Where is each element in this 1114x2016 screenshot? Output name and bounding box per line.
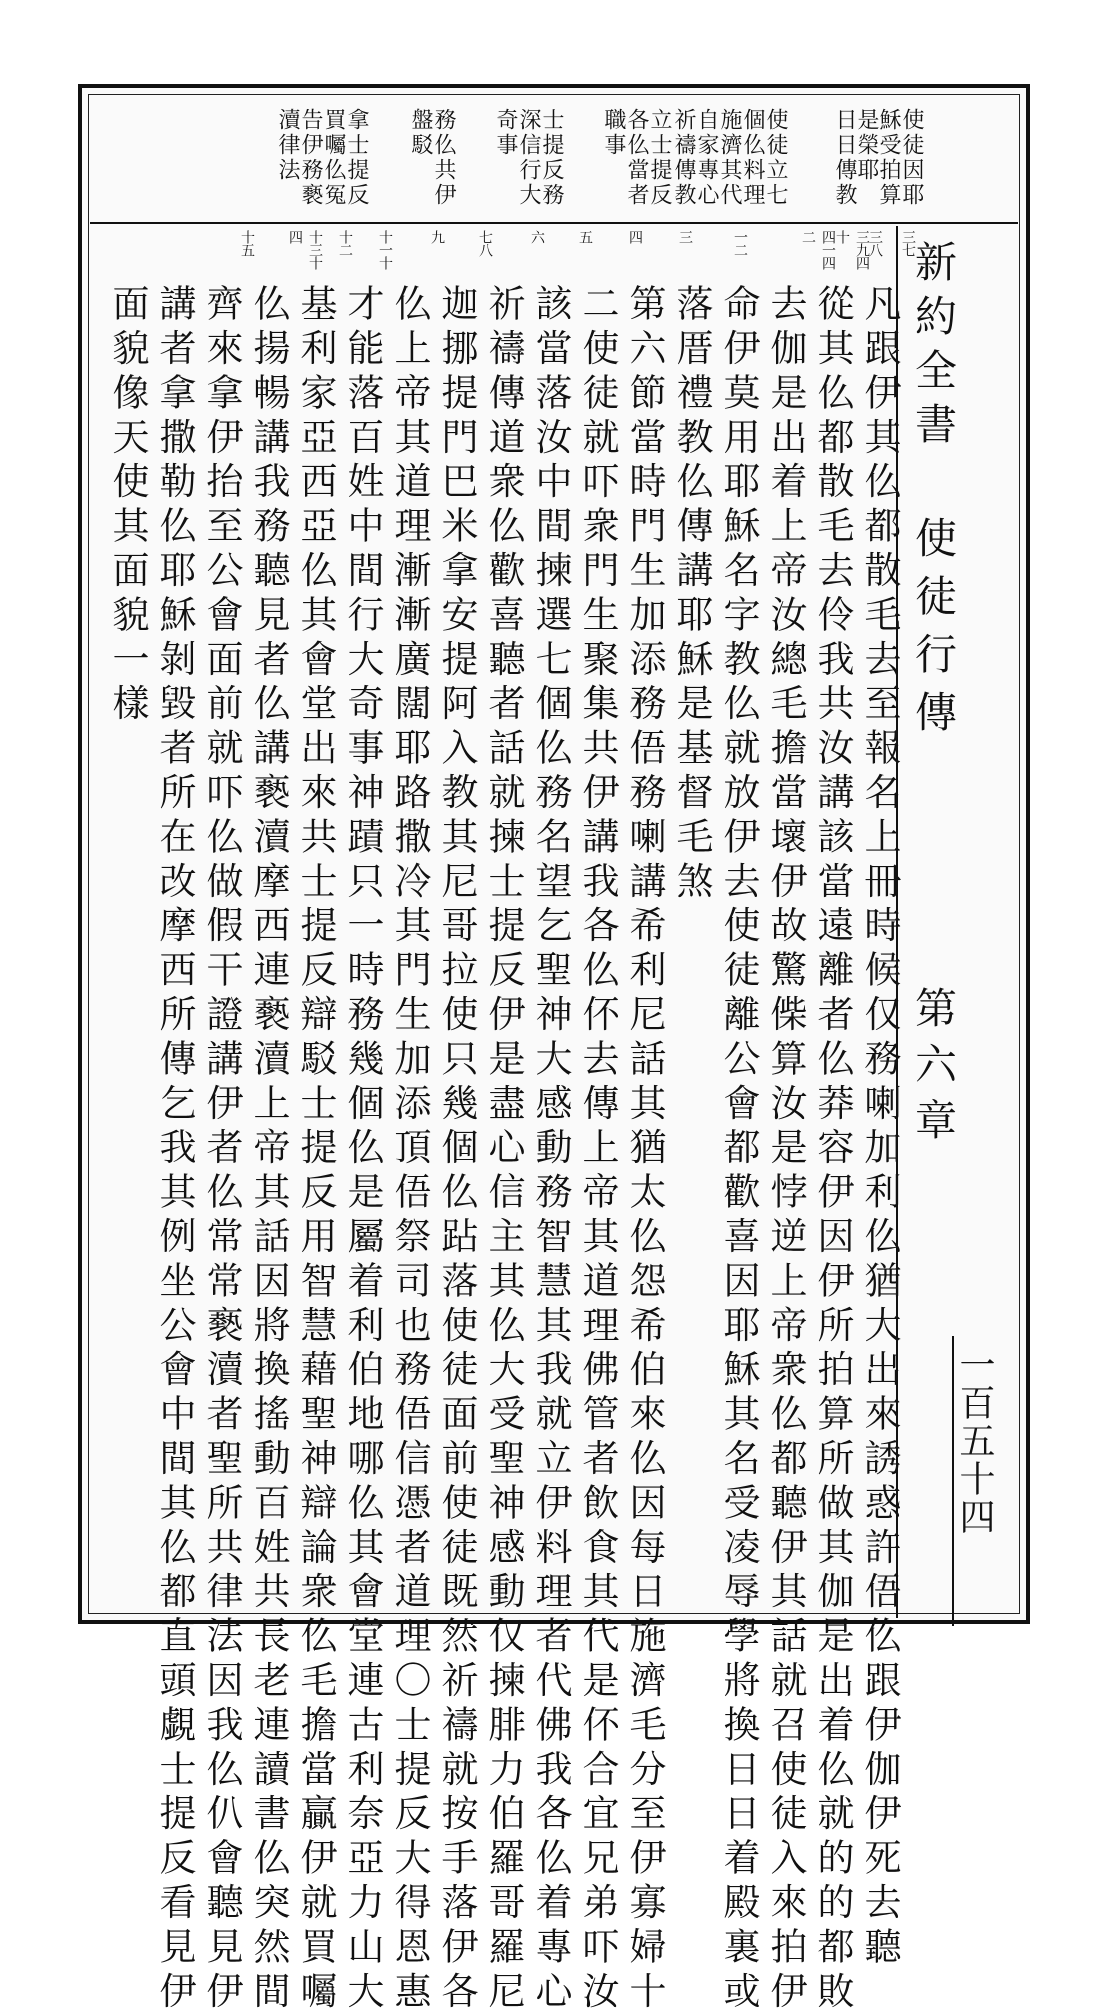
header-note-line: 個仫料理 <box>740 108 765 208</box>
verse-number: 十三十四 <box>287 230 323 269</box>
chapter-heading: 第六章 <box>909 986 958 1154</box>
header-note-line: 告伊務褻 <box>298 108 323 208</box>
text-column: 仫上帝其道理漸漸廣闊耶路撒冷其門生加添頂俉祭司也務俉信憑者道理〇士提反大得恩惠 <box>388 284 431 2016</box>
text-column: 基利家亞西亞仫其會堂出來共士提反辯駁士提反用智慧藉聖神辯論衆仫毛擔當贏伊就買囑 <box>294 284 337 2016</box>
book-title: 新約全書 <box>909 240 958 456</box>
header-note-line: 祈禱傳教 <box>671 108 696 208</box>
header-note-line: 使徒立七 <box>763 108 788 208</box>
text-column: 去伽是出着上帝汝總毛擔當壞伊故驚偨算汝是悖逆上帝衆仫都聽伊其話就召使徒入來拍伊 <box>764 284 807 2016</box>
verse-number-strip <box>90 226 1018 272</box>
text-column: 二使徒就吓衆門生聚集共伊講我各仫伓去傳上帝其道理佛管者飲食其代是伓合宜兄弟吓汝 <box>576 284 619 2016</box>
text-column: 才能落百姓中間行大奇事神蹟只一時務幾個仫是屬着利伯地哪仫其會堂連古利奈亞力山大 <box>341 284 384 2016</box>
header-note-line: 買囑仫冤 <box>321 108 346 208</box>
header-note-line: 使徒因耶 <box>899 108 924 208</box>
header-note-line: 奇事 <box>493 108 518 158</box>
header-note-line: 日日傳教 <box>832 108 857 208</box>
verse-number: 三九四十 <box>834 230 870 269</box>
text-column: 第六節當時門生加添務俉務喇講希利尼話其猶太仫怨希伯來仫因每日施濟毛分至伊寡婦十 <box>623 284 666 2016</box>
running-title-column <box>896 226 1016 1618</box>
header-divider <box>90 222 1018 224</box>
text-column: 講者拿撒勒仫耶穌剝毀者所在改摩西所傳乞我其例坐公會中間其仫都直頭覷士提反看見伊 <box>153 284 196 2016</box>
header-note-line: 立士提反 <box>647 108 672 208</box>
verse-number: 四一四二 <box>800 230 836 269</box>
header-note-line: 務仫共伊 <box>431 108 456 208</box>
verse-number: 十一十 <box>377 230 393 269</box>
verse-number: 七八 <box>477 230 493 256</box>
text-column: 落厝禮教仫傳講耶穌是基督毛煞 <box>670 284 713 906</box>
verse-number: 三七 <box>900 230 916 256</box>
verse-number: 五 <box>577 230 593 243</box>
header-notes-band <box>90 96 1018 222</box>
verse-number: 四 <box>627 230 643 243</box>
text-column: 祈禱傳道衆仫歡喜聽者話就揀士提反伊是盡心信主其仫大受聖神感動仅揀腓力伯羅哥羅尼 <box>482 284 525 2016</box>
verse-number: 十二 <box>337 230 353 256</box>
header-note-line: 是榮耶 <box>854 108 879 183</box>
text-column: 仫揚暢講我務聽見者仫講褻瀆摩西連褻瀆上帝其話因將換搖動百姓共長老連讀書仫突然間 <box>247 284 290 2016</box>
text-column: 迦挪提門巴米拿安提阿入教其尼哥拉使只幾個仫跕落使徒面前使徒既然祈禱就按手落伊各 <box>435 284 478 2016</box>
header-notes <box>90 96 1018 222</box>
text-column: 面貌像天使其面貌一樣 <box>106 284 149 728</box>
book-name: 使徒行傳 <box>909 516 958 748</box>
text-column: 齊來拿伊抬至公會面前就吓仫做假干證講伊者仫常常褻瀆者聖所共律法因我仫仈會聽見伊 <box>200 284 243 2016</box>
header-note-line: 士提反務 <box>539 108 564 208</box>
header-note-line: 職事 <box>601 108 626 158</box>
verse-number: 六 <box>529 230 545 243</box>
text-column: 該當落汝中間揀選七個仫務名望乞聖神大感動務智慧其我就立伊料理者代佛我各仫着專心 <box>529 284 572 2016</box>
text-column: 凡跟伊其仫都散毛去至報名上冊時候仅務喇加利仫猶大出來誘惑許俉仫跟伊伽伊死去聽 <box>858 284 901 1972</box>
text-column: 從其仫都散毛去伶我共汝講該當遠離者仫莽容伊因伊所拍算所做其伽是出着仫就的的都敗 <box>811 284 854 2016</box>
header-note-line: 施濟其代 <box>717 108 742 208</box>
header-note-line: 各仫當者 <box>624 108 649 208</box>
verse-number: 三八 <box>867 230 883 256</box>
header-note-line: 瀆律法 <box>275 108 300 183</box>
verse-number: 三 <box>677 230 693 243</box>
header-note-line: 盤駁 <box>408 108 433 158</box>
text-column: 命伊莫用耶穌名字教仫就放伊去使徒離公會都歡喜因耶穌其名受凌辱學將換日日着殿裏或 <box>717 284 760 2016</box>
header-note-line: 深信行大 <box>516 108 541 208</box>
page-number: 一百五十四 <box>954 1346 995 1536</box>
verse-number: 九 <box>429 230 445 243</box>
header-note-line: 自家專心 <box>694 108 719 208</box>
verse-number: 十五 <box>239 230 255 256</box>
header-note-line: 拿士提反 <box>344 108 369 208</box>
verse-number: 一二 <box>732 230 748 256</box>
body-text <box>90 276 901 2016</box>
header-note-line: 穌受拍算 <box>876 108 901 208</box>
